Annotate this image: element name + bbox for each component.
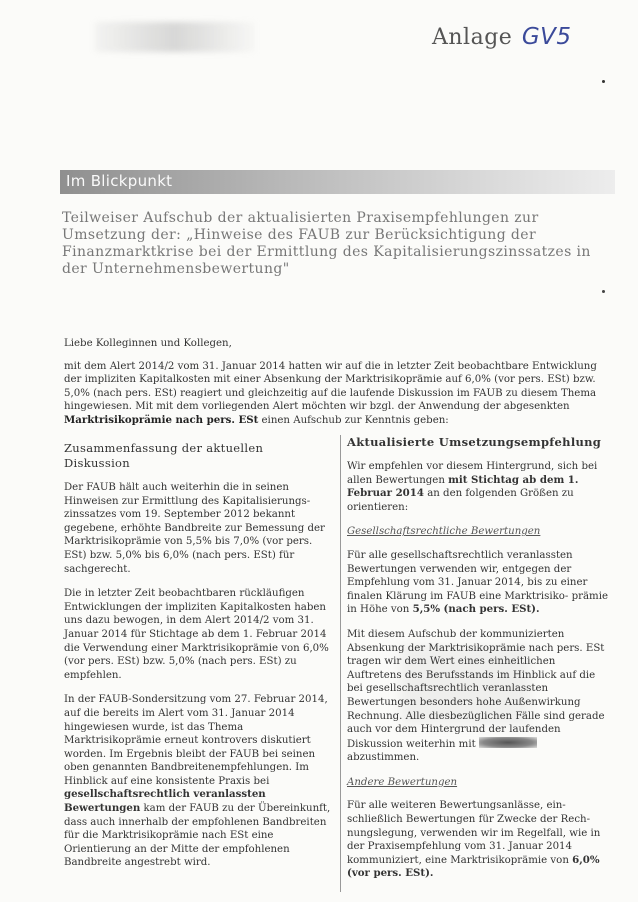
right-p1-text-b: an den folgenden Größen zu orientieren:	[347, 488, 574, 513]
redaction-blot	[479, 737, 537, 748]
right-p3-text-a: Mit diesem Aufschub der kommunizierten Absenkung der Marktrisikoprämie nach pers. ESt tragen wir dem Wert eines einheitlichen Auftretens des Berufsstands im Hinblick auf die bei gesellschaftsrechtlich veranlassten Bewertungen besonders hohe Außenwirkung Rechnung. Alle diesbezüglichen Fälle sind gerade auch vor dem Hintergrund der laufenden Diskussion weiterhin mit	[347, 628, 605, 750]
banner-label: Im Blickpunkt	[66, 172, 173, 190]
right-p1-text-a: Wir empfehlen vor diesem Hintergrund, sich bei allen Bewertungen	[347, 461, 598, 486]
scan-dot	[602, 80, 605, 83]
handwritten-annotation: GV5	[521, 24, 572, 50]
right-paragraph-3	[347, 628, 609, 765]
intro-bold: Marktrisikoprämie nach pers. ESt	[64, 413, 259, 426]
document-title: Teilweiser Aufschub der aktualisierten Praxisempfehlungen zur Umsetzung der: „Hinweise des FAUB zur Berücksichtigung der Finanzmarktkrise bei der Ermittlung des Kapitalisierungszinssatzes in der Unternehmensbewertung"	[62, 210, 591, 277]
right-p4-text: Für alle weiteren Bewertungsanlässe, ein-schließlich Bewertungen für Zwecke der Rech-nungslegung, verwenden wir im Regelfall, wie in der Praxisempfehlung vom 31. Januar 2014 kommuniziert, eine Marktrisikoprämie von	[347, 800, 601, 866]
right-p2-text: Für alle gesellschaftsrechtlich veranlassten Bewertungen verwenden wir, entgegen der Empfehlung vom 31. Januar 2014, bis zu einer finalen Klärung im FAUB eine Marktrisiko- prämie in Höhe von	[347, 549, 608, 616]
left-p3-text-a: In der FAUB-Sondersitzung vom 27. Februar 2014, auf die bereits im Alert vom 31. Januar 2014 hingewiesen wurde, ist das Thema Marktrisikoprämie erneut kontrovers diskutiert worden. Im Ergebnis bleibt der FAUB bei seinen oben genannten Bandbreitenempfehlungen. Im Hinblick auf eine konsistente Praxis bei	[64, 694, 328, 787]
anlage-label	[432, 24, 572, 50]
left-paragraph-2: Die in letzter Zeit beobachtbaren rückläufigen Entwicklungen der impliziten Kapitalkosten haben uns dazu bewogen, in dem Alert 2014/2 vom 31. Januar 2014 für Stichtage ab dem 1. Februar 2014 die Verwendung einer Marktrisikoprämie von 6,0% (vor pers. ESt) bzw. 5,0% (nach pers. ESt) zu empfehlen.	[64, 588, 329, 681]
section-banner	[60, 170, 615, 194]
right-p4-bold: 6,0% (vor pers. ESt).	[347, 853, 600, 880]
left-column	[64, 441, 332, 881]
right-heading: Aktualisierte Umsetzungsempfehlung	[347, 435, 602, 449]
right-paragraph-4	[347, 799, 609, 881]
right-paragraph-1	[347, 460, 609, 514]
intro-section	[64, 337, 616, 437]
intro-paragraph	[64, 360, 616, 428]
left-paragraph-1: Der FAUB hält auch weiterhin die in seinen Hinweisen zur Ermittlung des Kapitalisierungs-zinssatzes vom 19. September 2012 bekannt gegebene, erhöhte Bandbreite zur Bemessung der Marktrisikoprämie von 5,5% bis 7,0% (vor pers. ESt) bzw. 5,0% bis 6,0% (nach pers. ESt) für sachgerecht.	[64, 482, 325, 575]
right-p3-text-b: abzustimmen.	[347, 752, 420, 764]
anlage-text: Anlage	[432, 25, 513, 50]
left-heading: Zusammenfassung der aktuellen Diskussion	[64, 441, 264, 470]
subheading-gesellschaftsrechtlich: Gesellschaftsrechtliche Bewertungen	[347, 526, 541, 538]
subheading-andere: Andere Bewertungen	[347, 776, 458, 788]
intro-text-end: einen Aufschub zur Kenntnis geben:	[261, 414, 449, 426]
right-paragraph-2	[347, 549, 609, 617]
left-p3-text-b: kam der FAUB zu der Übereinkunft, dass auch innerhalb der empfohlenen Bandbreiten für die Marktrisikoprämie nach ESt eine Orientierung an der Mitte der empfohlenen Bandbreite angestrebt wird.	[64, 803, 331, 869]
right-p1-bold: mit Stichtag ab dem 1. Februar 2014	[347, 473, 579, 500]
intro-text: mit dem Alert 2014/2 vom 31. Januar 2014 hatten wir auf die in letzter Zeit beobachtbare Entwicklung der impliziten Kapitalkosten mit einer Absenkung der Marktrisikoprämie auf 6,0% (vor pers. ESt) bzw. 5,0% (nach pers. ESt) reagiert und gleichzeitig auf die laufende Diskussion im FAUB zu diesem Thema hingewiesen. Mit mit dem vorliegenden Alert möchten wir bzgl. der Anwendung der abgesenkten	[64, 360, 597, 413]
greeting: Liebe Kolleginnen und Kollegen,	[64, 338, 232, 349]
scan-dot	[602, 290, 605, 293]
left-p3-bold: gesellschaftsrechtlich veranlassten Bewertungen	[64, 788, 266, 815]
left-paragraph-3	[64, 693, 332, 870]
scan-smudge	[95, 22, 255, 52]
right-column	[340, 435, 609, 892]
right-p2-bold: 5,5% (nach pers. ESt).	[412, 603, 540, 616]
